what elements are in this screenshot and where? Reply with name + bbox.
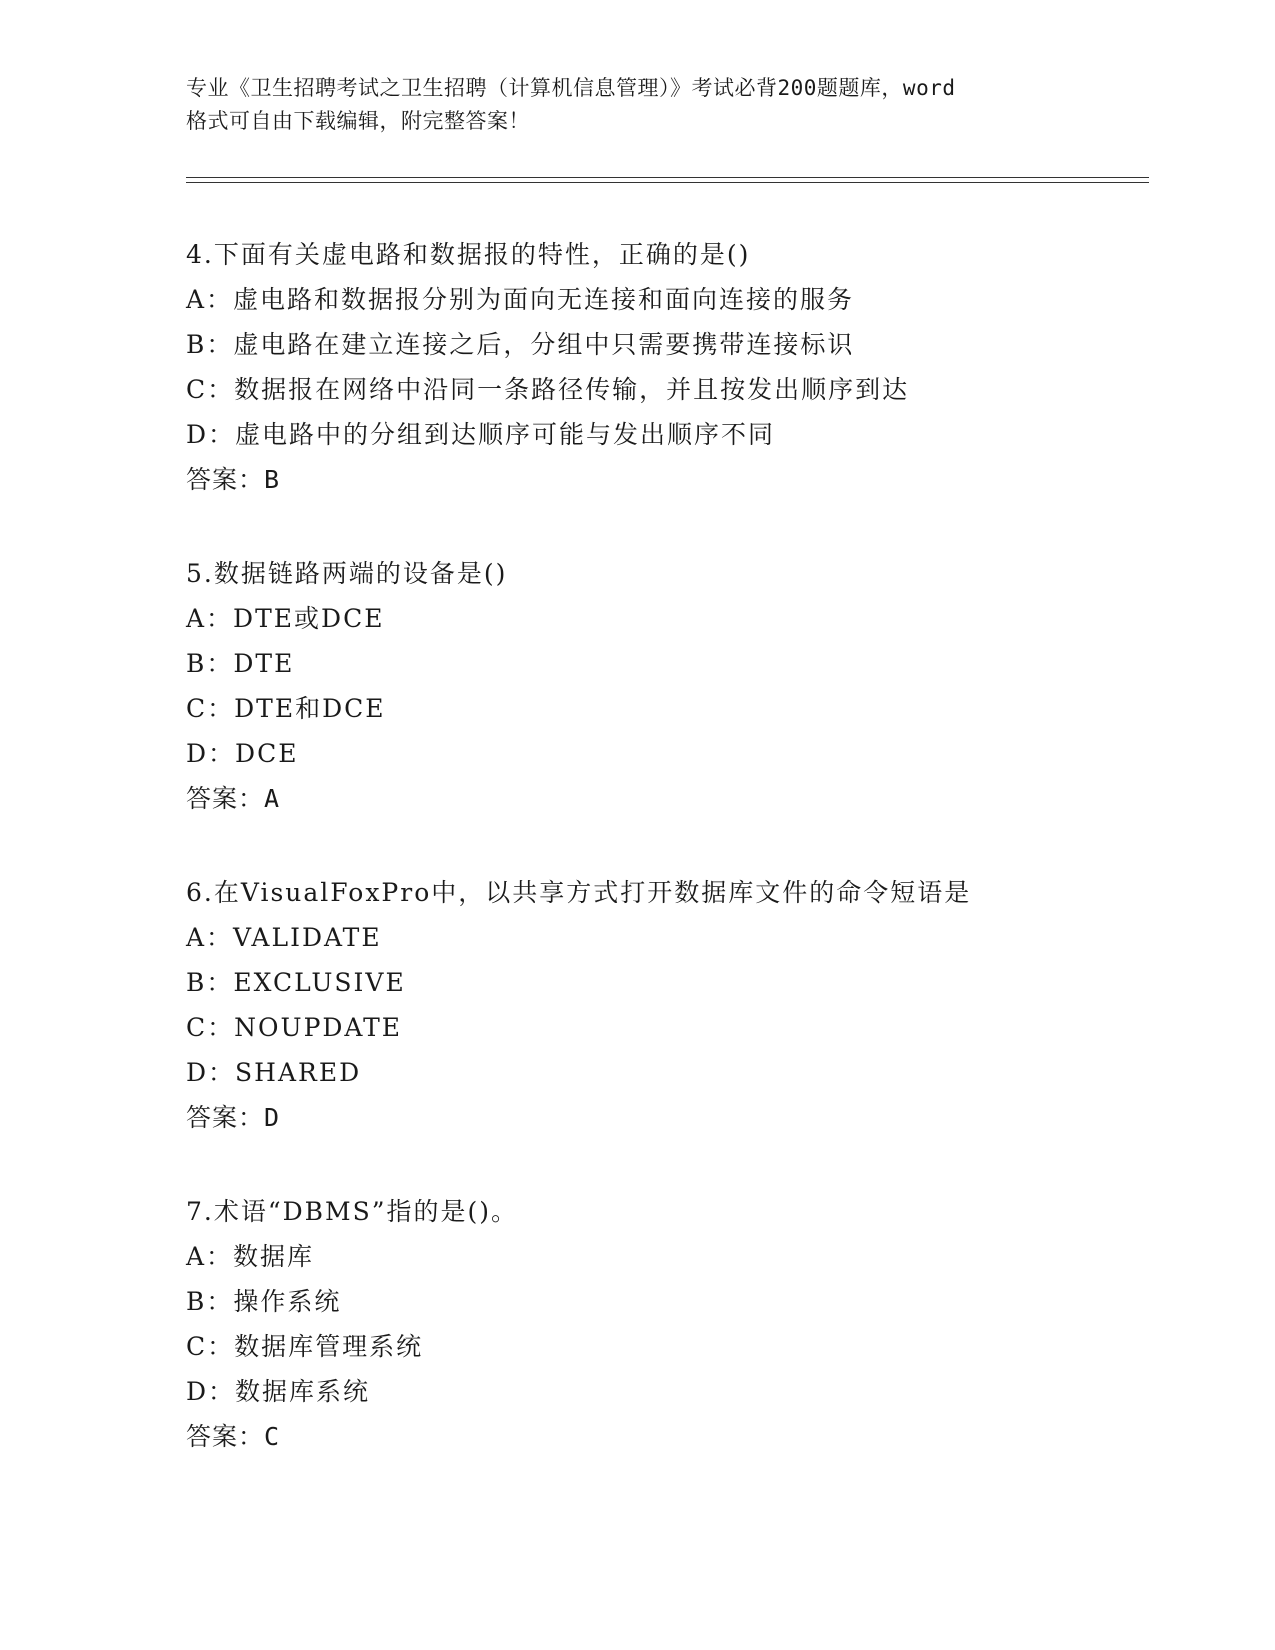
question-stem: 6.在VisualFoxPro中，以共享方式打开数据库文件的命令短语是 [186,878,972,907]
question-block [186,870,1186,1140]
option-c: C：数据报在网络中沿同一条路径传输，并且按发出顺序到达 [186,375,910,404]
question-stem: 7.术语“DBMS”指的是()。 [186,1197,519,1226]
option-a: A：VALIDATE [186,923,382,952]
option-c: C：NOUPDATE [186,1013,403,1042]
option-b: B：EXCLUSIVE [186,968,406,997]
question-stem: 4.下面有关虚电路和数据报的特性，正确的是() [186,240,751,269]
option-d: D：虚电路中的分组到达顺序可能与发出顺序不同 [186,420,776,449]
option-c: C：DTE和DCE [186,694,386,723]
question-block [186,1189,1186,1459]
question-block [186,232,1186,502]
option-b: B：虚电路在建立连接之后，分组中只需要携带连接标识 [186,330,855,359]
option-b: B：操作系统 [186,1287,342,1316]
header-line-2: 格式可自由下载编辑，附完整答案！ [186,109,530,133]
header-divider-bottom [186,182,1149,183]
answer-line: 答案：D [186,1103,281,1132]
option-a: A：虚电路和数据报分别为面向无连接和面向连接的服务 [186,285,855,314]
option-d: D：数据库系统 [186,1377,371,1406]
question-stem: 5.数据链路两端的设备是() [186,559,508,588]
answer-line: 答案：B [186,465,281,494]
option-d: D：SHARED [186,1058,362,1087]
option-a: A：数据库 [186,1242,315,1271]
header-line-1: 专业《卫生招聘考试之卫生招聘（计算机信息管理）》考试必背200题题库，word [186,76,956,100]
option-b: B：DTE [186,649,295,678]
document-header [186,72,1106,138]
question-block [186,551,1186,821]
answer-line: 答案：C [186,1422,281,1451]
option-c: C：数据库管理系统 [186,1332,424,1361]
header-divider-top [186,177,1149,178]
answer-line: 答案：A [186,784,281,813]
option-d: D：DCE [186,739,299,768]
option-a: A：DTE或DCE [186,604,385,633]
